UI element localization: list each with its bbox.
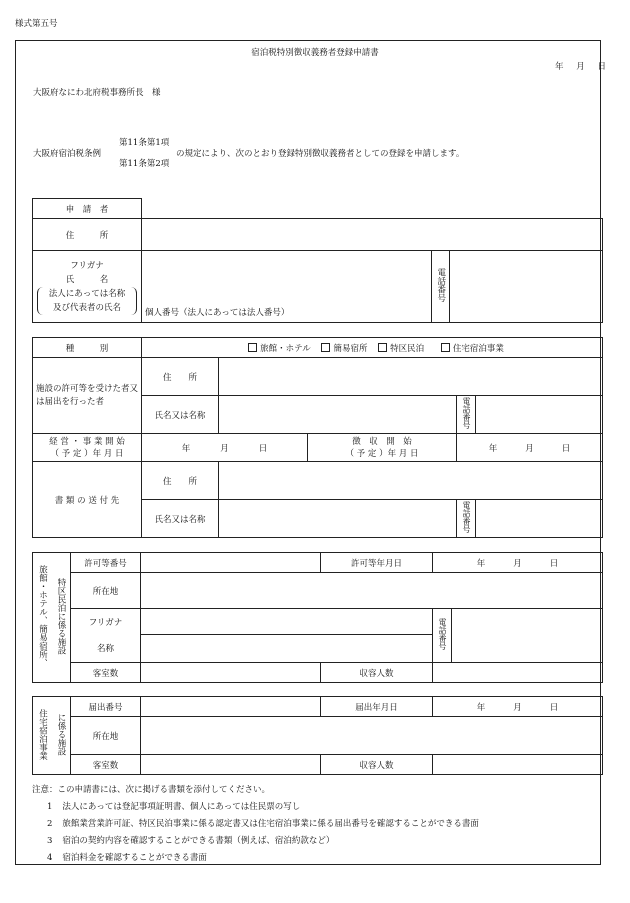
facility-type-label: 種 別 bbox=[33, 338, 142, 358]
notes-header: 注意：この申請書には、次に掲げる書類を添付してください。 bbox=[32, 785, 271, 795]
month-label: 月 bbox=[576, 62, 585, 72]
notice-date-field[interactable]: 年 月 日 bbox=[433, 697, 603, 717]
hotel-section-table bbox=[32, 552, 603, 683]
note-item: 2 旅館業営業許可証、特区民泊事業に係る認定書又は住宅宿泊事業に係る届出番号を確認することができる書面 bbox=[47, 819, 479, 829]
holder-address-label: 住 所 bbox=[142, 358, 219, 396]
preamble-text: の規定により、次のとおり登録特別徴収義務者としての登録を申請します。 bbox=[176, 149, 465, 159]
facility-type-options[interactable]: 旅館・ホテル 簡易宿所 特区民泊 住宅宿泊事業 bbox=[142, 338, 603, 358]
minpaku-location-label: 所在地 bbox=[71, 717, 141, 755]
hotel-furigana-field[interactable] bbox=[141, 609, 433, 635]
send-phone-field[interactable] bbox=[476, 500, 603, 538]
minpaku-location-field[interactable] bbox=[141, 717, 603, 755]
article-1: 第11条第1項 bbox=[119, 138, 170, 148]
hotel-rooms-field[interactable] bbox=[141, 663, 321, 683]
minpaku-section-table bbox=[32, 696, 603, 775]
note-item: 1 法人にあっては登記事項証明書、個人にあっては住民票の写し bbox=[47, 802, 301, 812]
hotel-phone-field[interactable] bbox=[452, 609, 603, 663]
notice-no-field[interactable] bbox=[141, 697, 321, 717]
holder-name-label: 氏名又は名称 bbox=[142, 396, 219, 434]
addressee: 大阪府なにわ北府税事務所長 様 bbox=[33, 88, 161, 98]
minpaku-inner-label: に係る施設 bbox=[52, 697, 71, 775]
collect-date-field[interactable]: 年 月 日 bbox=[457, 434, 603, 462]
type-checkbox-minpaku[interactable] bbox=[441, 343, 450, 352]
hotel-furigana-label: フリガナ bbox=[71, 609, 141, 635]
minpaku-rooms-field[interactable] bbox=[141, 755, 321, 775]
hotel-inner-label: 特区民泊に係る施設 bbox=[52, 553, 71, 683]
send-to-label: 書 類 の 送 付 先 bbox=[33, 462, 142, 538]
individual-number-label: 個人番号（法人にあっては法人番号） bbox=[145, 308, 290, 318]
permit-no-label: 許可等番号 bbox=[71, 553, 141, 573]
article-2: 第11条第2項 bbox=[119, 159, 170, 169]
year-label: 年 bbox=[555, 62, 564, 72]
applicant-phone-label: 電話番号 bbox=[432, 251, 450, 323]
holder-phone-label: 電話番号 bbox=[457, 396, 476, 434]
send-phone-label: 電話番号 bbox=[457, 500, 476, 538]
type-checkbox-simple[interactable] bbox=[321, 343, 330, 352]
applicant-name-field[interactable] bbox=[142, 251, 432, 323]
applicant-address-label: 住 所 bbox=[33, 219, 142, 251]
collect-date-label: 徴 収 開 始 （ 予 定 ）年 月 日 bbox=[308, 434, 457, 462]
day-label: 日 bbox=[597, 62, 606, 72]
minpaku-capacity-label: 収容人数 bbox=[321, 755, 433, 775]
holder-name-field[interactable] bbox=[219, 396, 457, 434]
send-name-field[interactable] bbox=[219, 500, 457, 538]
holder-address-field[interactable] bbox=[219, 358, 603, 396]
facility-table bbox=[32, 337, 603, 538]
type-checkbox-tokku[interactable] bbox=[378, 343, 387, 352]
start-date-field[interactable]: 年 月 日 bbox=[142, 434, 308, 462]
minpaku-rooms-label: 客室数 bbox=[71, 755, 141, 775]
hotel-location-label: 所在地 bbox=[71, 573, 141, 609]
minpaku-outer-label: 住宅宿泊事業 bbox=[33, 697, 52, 775]
permit-no-field[interactable] bbox=[141, 553, 321, 573]
applicant-table bbox=[32, 198, 603, 323]
notice-no-label: 届出番号 bbox=[71, 697, 141, 717]
permit-date-field[interactable]: 年 月 日 bbox=[433, 553, 603, 573]
hotel-name-label: 名称 bbox=[71, 635, 141, 663]
form-number: 様式第五号 bbox=[15, 19, 58, 29]
send-name-label: 氏名又は名称 bbox=[142, 500, 219, 538]
holder-phone-field[interactable] bbox=[476, 396, 603, 434]
hotel-rooms-label: 客室数 bbox=[71, 663, 141, 683]
send-address-label: 住 所 bbox=[142, 462, 219, 500]
hotel-location-field[interactable] bbox=[141, 573, 603, 609]
applicant-name-label: フリガナ 氏 名 法人にあっては名称 及び代表者の氏名 bbox=[33, 251, 142, 323]
hotel-outer-label: 旅館・ホテル、簡易宿所、 bbox=[33, 553, 52, 683]
form-title: 宿泊税特別徴収義務者登録申請書 bbox=[251, 48, 379, 58]
ordinance-name: 大阪府宿泊税条例 bbox=[33, 149, 102, 159]
hotel-name-field[interactable] bbox=[141, 635, 433, 663]
application-date[interactable] bbox=[555, 60, 606, 72]
hotel-capacity-field[interactable] bbox=[433, 663, 603, 683]
notice-date-label: 届出年月日 bbox=[321, 697, 433, 717]
start-date-label: 経 営 ・ 事 業 開 始 （ 予 定 ）年 月 日 bbox=[33, 434, 142, 462]
permit-holder-label: 施設の許可等を受けた者又は届出を行った者 bbox=[33, 358, 142, 434]
note-item: 3 宿泊の契約内容を確認することができる書類（例えば、宿泊約款など） bbox=[47, 836, 335, 846]
permit-date-label: 許可等年月日 bbox=[321, 553, 433, 573]
minpaku-capacity-field[interactable] bbox=[433, 755, 603, 775]
note-item: 4 宿泊料金を確認することができる書面 bbox=[47, 853, 207, 863]
type-checkbox-hotel[interactable] bbox=[248, 343, 257, 352]
applicant-address-field[interactable] bbox=[142, 219, 603, 251]
applicant-phone-field[interactable] bbox=[450, 251, 603, 323]
send-address-field[interactable] bbox=[219, 462, 603, 500]
hotel-capacity-label: 収容人数 bbox=[321, 663, 433, 683]
hotel-phone-label: 電話番号 bbox=[433, 609, 452, 663]
applicant-header: 申 請 者 bbox=[33, 199, 142, 219]
